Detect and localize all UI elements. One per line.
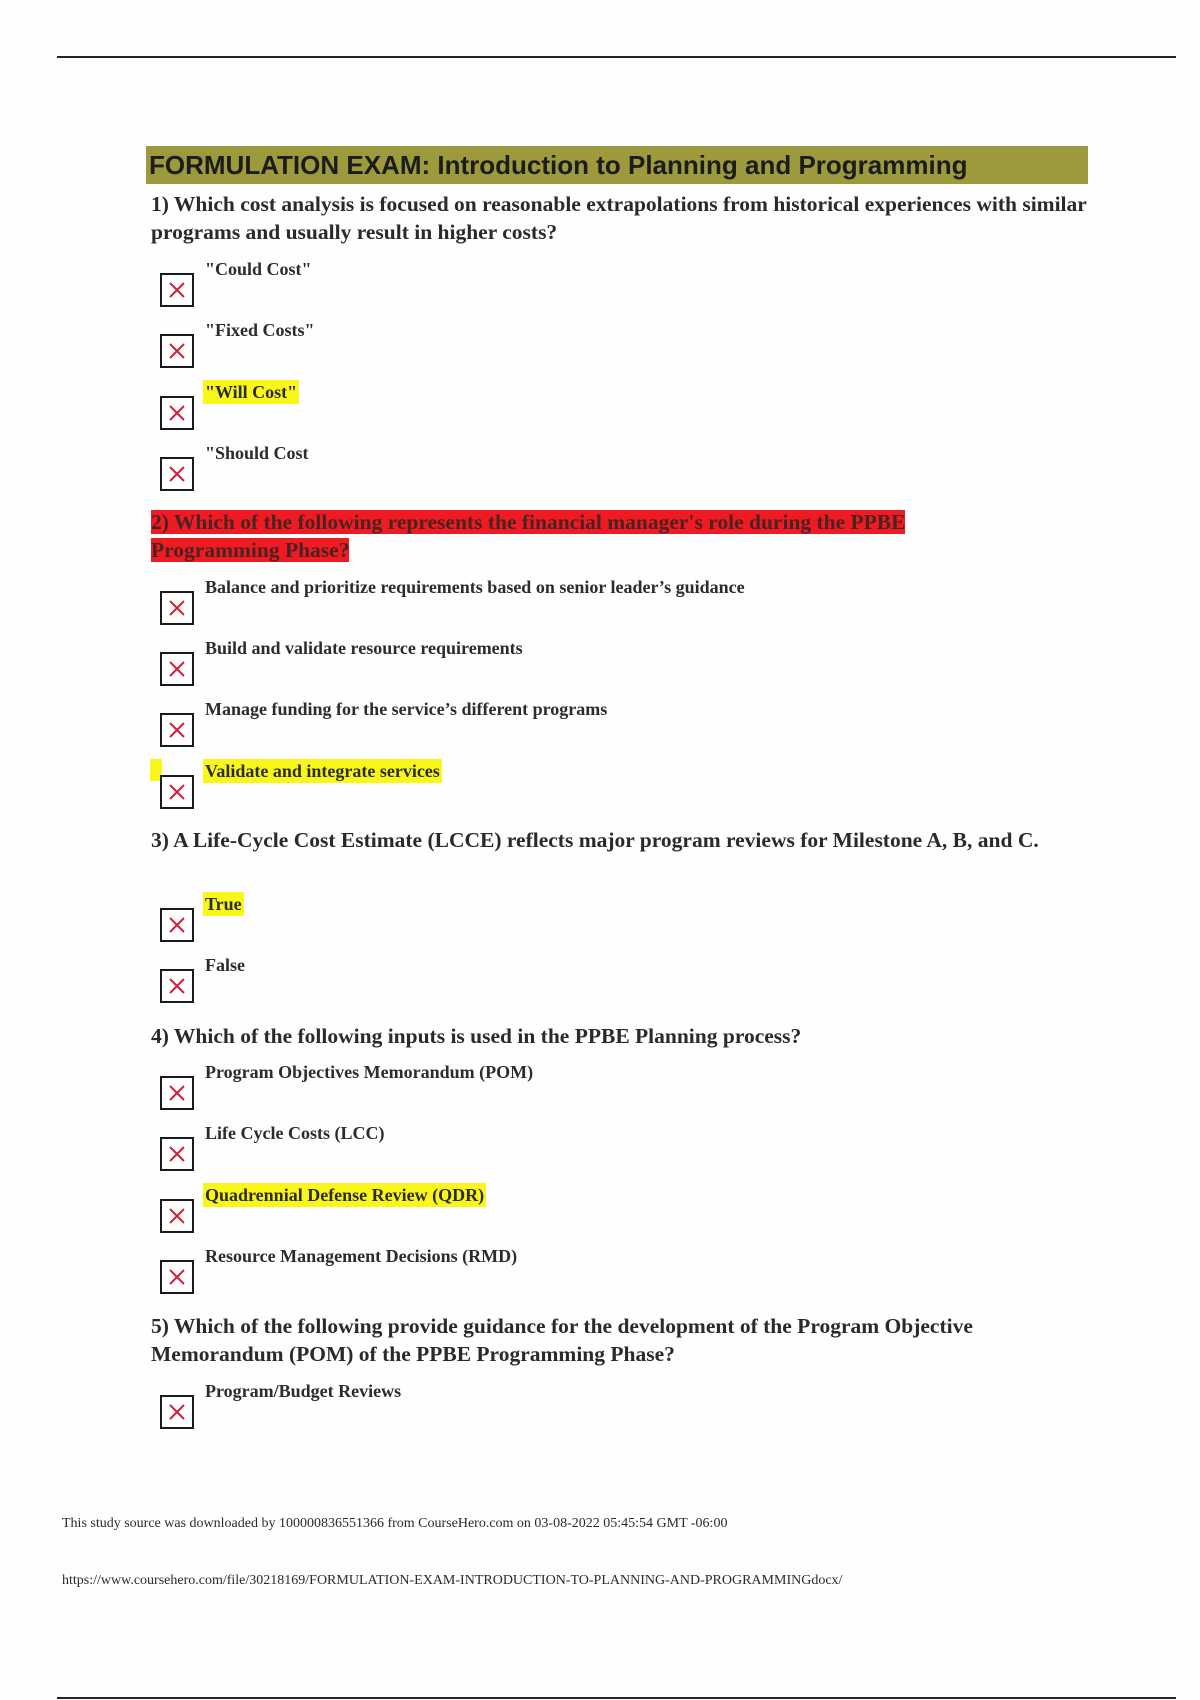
x-mark-icon[interactable] (160, 652, 194, 686)
x-mark-icon[interactable] (160, 273, 194, 307)
q4-option-1[interactable] (160, 1060, 1060, 1120)
x-mark-icon[interactable] (160, 334, 194, 368)
x-mark-icon[interactable] (160, 908, 194, 942)
option-label: Program/Budget Reviews (205, 1381, 402, 1401)
q4-option-4[interactable] (160, 1244, 1060, 1304)
option-label-highlighted: Quadrennial Defense Review (QDR) (205, 1185, 485, 1205)
x-mark-icon[interactable] (160, 457, 194, 491)
question-5: 5) Which of the following provide guidance for the development of the Program Objective Memorandum (POM) of the PPBE Programming Phase? (151, 1314, 973, 1366)
x-mark-icon[interactable] (160, 1137, 194, 1171)
q3-option-1-answer[interactable] (160, 892, 1060, 952)
x-mark-icon[interactable] (160, 775, 194, 809)
option-label-highlighted: True (205, 894, 242, 914)
q1-option-2[interactable] (160, 318, 1060, 378)
x-mark-icon[interactable] (160, 1076, 194, 1110)
q1-option-4[interactable] (160, 441, 1060, 501)
source-note: This study source was downloaded by 100000836551366 from CourseHero.com on 03-08-2022 05:45:54 GMT -06:00 (62, 1516, 728, 1531)
option-label: Resource Management Decisions (RMD) (205, 1246, 518, 1266)
bottom-rule (57, 1697, 1176, 1699)
question-4: 4) Which of the following inputs is used in the PPBE Planning process? (151, 1024, 802, 1048)
top-rule (57, 56, 1176, 58)
option-label: Balance and prioritize requirements based on senior leader’s guidance (205, 577, 745, 597)
question-3: 3) A Life-Cycle Cost Estimate (LCCE) reflects major program reviews for Milestone A, B, and C. (151, 828, 1039, 852)
option-label: Life Cycle Costs (LCC) (205, 1123, 385, 1143)
question-1: 1) Which cost analysis is focused on reasonable extrapolations from historical experiences with similar programs and usually result in higher costs? (151, 192, 1087, 244)
x-mark-icon[interactable] (160, 713, 194, 747)
q2-option-4-answer[interactable] (160, 759, 1060, 819)
question-2-text: 2) Which of the following represents the financial manager's role during the PPBE Programming Phase? (151, 510, 906, 562)
q5-option-1[interactable] (160, 1379, 1060, 1439)
exam-title: FORMULATION EXAM: Introduction to Planning and Programming (146, 146, 1088, 184)
x-mark-icon[interactable] (160, 591, 194, 625)
x-mark-icon[interactable] (160, 396, 194, 430)
q2-option-3[interactable] (160, 697, 1060, 757)
q2-option-2[interactable] (160, 636, 1060, 696)
option-label: "Could Cost" (205, 259, 312, 279)
option-label-highlighted: "Will Cost" (205, 382, 298, 402)
option-label: "Fixed Costs" (205, 320, 315, 340)
x-mark-icon[interactable] (160, 969, 194, 1003)
q1-option-3-answer[interactable] (160, 380, 1060, 440)
x-mark-icon[interactable] (160, 1199, 194, 1233)
source-url[interactable]: https://www.coursehero.com/file/30218169/FORMULATION-EXAM-INTRODUCTION-TO-PLANNING-AND-PROGRAMMINGdocx/ (62, 1573, 843, 1588)
q2-option-1[interactable] (160, 575, 1060, 635)
x-mark-icon[interactable] (160, 1395, 194, 1429)
q4-option-3-answer[interactable] (160, 1183, 1060, 1243)
option-label: Manage funding for the service’s different programs (205, 699, 608, 719)
q3-option-2[interactable] (160, 953, 1060, 1013)
option-label: Build and validate resource requirements (205, 638, 523, 658)
option-label: False (205, 955, 245, 975)
q4-option-2[interactable] (160, 1121, 1060, 1181)
q1-option-1[interactable] (160, 257, 1060, 317)
option-label: Program Objectives Memorandum (POM) (205, 1062, 534, 1082)
option-label: "Should Cost (205, 443, 309, 463)
x-mark-icon[interactable] (160, 1260, 194, 1294)
option-label-highlighted: Validate and integrate services (205, 761, 440, 781)
question-2 (151, 508, 1031, 564)
